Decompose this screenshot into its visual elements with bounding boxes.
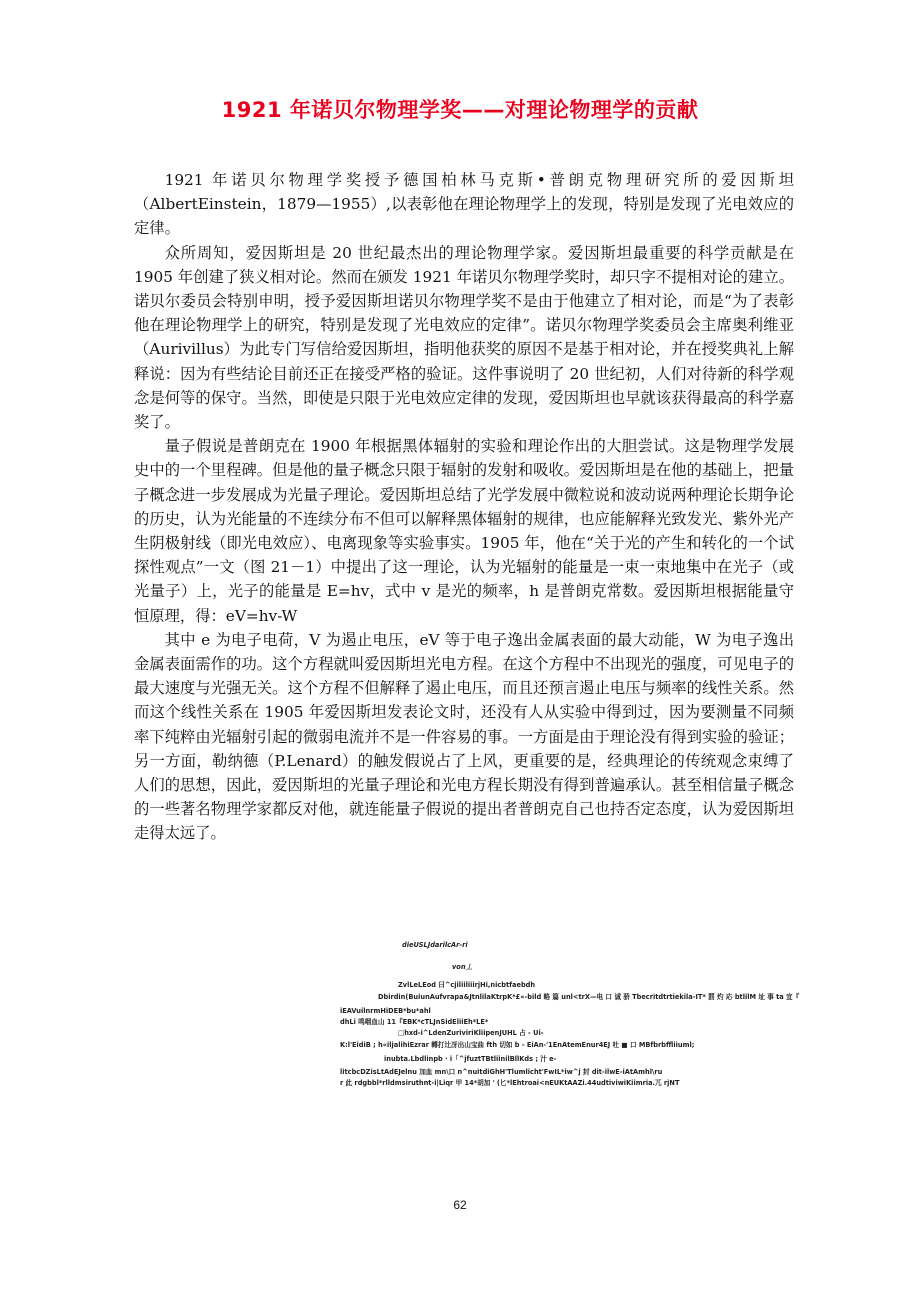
figure-line: □hxd-i^LdenZuriviriKliipenJUHL 占 - Ui- [398, 1029, 544, 1037]
figure-line: K:l'EidiB ; h«iljalihiEzrar 轉打辻冴出山宝曲 fth 切如 b - EiAn-'1EnAtemEnur4EJ 吐 ■ 口 MBfbrbffliiuml; [340, 1041, 695, 1049]
figure-line: dhLi 鸣咽血山 11『EBK*cTLJnSidEliiEh*LE* [340, 1018, 489, 1026]
page-title: 1921 年诺贝尔物理学奖——对理论物理学的贡献 [221, 98, 699, 122]
figure-line: iEAVuilnrmHiDEB*bu*ahl [340, 1007, 431, 1015]
article-body [134, 168, 794, 846]
paragraph-3: 量子假说是普朗克在 1900 年根据黑体辐射的实验和理论作出的大胆尝试。这是物理学发展史中的一个里程碑。但是他的量子概念只限于辐射的发射和吸收。爱因斯坦是在他的基础上，把量子概念进一步发展成为光量子理论。爱因斯坦总结了光学发展中微粒说和波动说两种理论长期争论的历史，认为光能量的不连续分布不但可以解释黑体辐射的规律，也应能解释光致发光、紫外光产生阴极射线（即光电效应）、电离现象等实验事实。1905 年，他在“关于光的产生和转化的一个试探性观点”一文（图 21－1）中提出了这一理论，认为光辐射的能量是一束一束地集中在光子（或光量子）上，光子的能量是 E=hv，式中 v 是光的频率，h 是普朗克常数。爱因斯坦根据能量守恒原理，得：eV=hv-W [134, 437, 794, 625]
figure-line: Dbirdin(BuiunAufvrapa&JtnlilaKtrpK*£«-bild 略 篇 unl<trX—电 口 诚 骄 Tbecritdtrtiekila-IT* 罰 灼 応 btlilM 址 事 ta 宜『 [378, 993, 800, 1001]
paragraph-2: 众所周知，爱因斯坦是 20 世纪最杰出的理论物理学家。爱因斯坦最重要的科学贡献是在 1905 年创建了狭义相对论。然而在颁发 1921 年诺贝尔物理学奖时，却只字不提相对论的建立。诺贝尔委员会特别申明，授予爱因斯坦诺贝尔物理学奖不是由于他建立了相对论，而是“为了表彰他在理论物理学上的研究，特别是发现了光电效应的定律”。诺贝尔物理学奖委员会主席奥利维亚（Aurivillus）为此专门写信给爱因斯坦，指明他获奖的原因不是基于相对论，并在授奖典礼上解释说：因为有些结论目前还正在接受严格的验证。这件事说明了 20 世纪初，人们对待新的科学观念是何等的保守。当然，即使是只限于光电效应定律的发现，爱因斯坦也早就该获得最高的科学嘉奖了。 [134, 243, 794, 432]
figure-line: inubta.Lbdlinpb · i「^jfuztTBtliinilBllKds ; 汁 e- [384, 1055, 557, 1063]
page-number: 62 [453, 1198, 467, 1212]
figure-line: ZvlLeLEod 曰^cjiliiliiirjHi,nicbtfaebdh [398, 981, 536, 989]
paragraph-1: 1921 年诺贝尔物理学奖授予德国柏林马克斯•普朗克物理研究所的爱因斯坦（AlbertEinstein，1879—1955）,以表彰他在理论物理学上的发现，特别是发现了光电效应的定律。 [134, 171, 794, 238]
figure-21-1-scan [340, 940, 800, 1095]
paragraph-4: 其中 e 为电子电荷，V 为遏止电压，eV 等于电子逸出金属表面的最大动能，W 为电子逸出金属表面需作的功。这个方程就叫爱因斯坦光电方程。在这个方程中不出现光的强度，可见电子的最大速度与光强无关。这个方程不但解释了遏止电压，而且还预言遏止电压与频率的线性关系。然而这个线性关系在 1905 年爱因斯坦发表论文时，还没有人从实验中得到过，因为要测量不同频率下纯粹由光辐射引起的微弱电流并不是一件容易的事。一方面是由于理论没有得到实验的验证；另一方面，勒纳德（P.Lenard）的触发假说占了上风，更重要的是，经典理论的传统观念束缚了人们的思想，因此，爱因斯坦的光量子理论和光电方程长期没有得到普遍承认。甚至相信量子概念的一些著名物理学家都反对他，就连能量子假说的提出者普朗克自己也持否定态度，认为爱因斯坦走得太远了。 [134, 630, 794, 843]
figure-line: dieUSLJdarilcAr-ri [402, 941, 468, 949]
figure-line: litcbcDZisLtAdEJelnu 加血 mn\口 n^nuitdiGhH'Tlumlicht'FwIL*iw^j 封 dit-ilwE-iAtAmhl\ru [340, 1068, 663, 1076]
figure-line: von丄 [452, 963, 473, 971]
figure-line: r 此 rdgbbl*rlldmsiruthnt-i|Liqr 甲 14*胡加 ' (匕*lEhtroai<nEUKtAAZi.44udtiviwiKiimria.兀 rjNT [340, 1079, 680, 1087]
